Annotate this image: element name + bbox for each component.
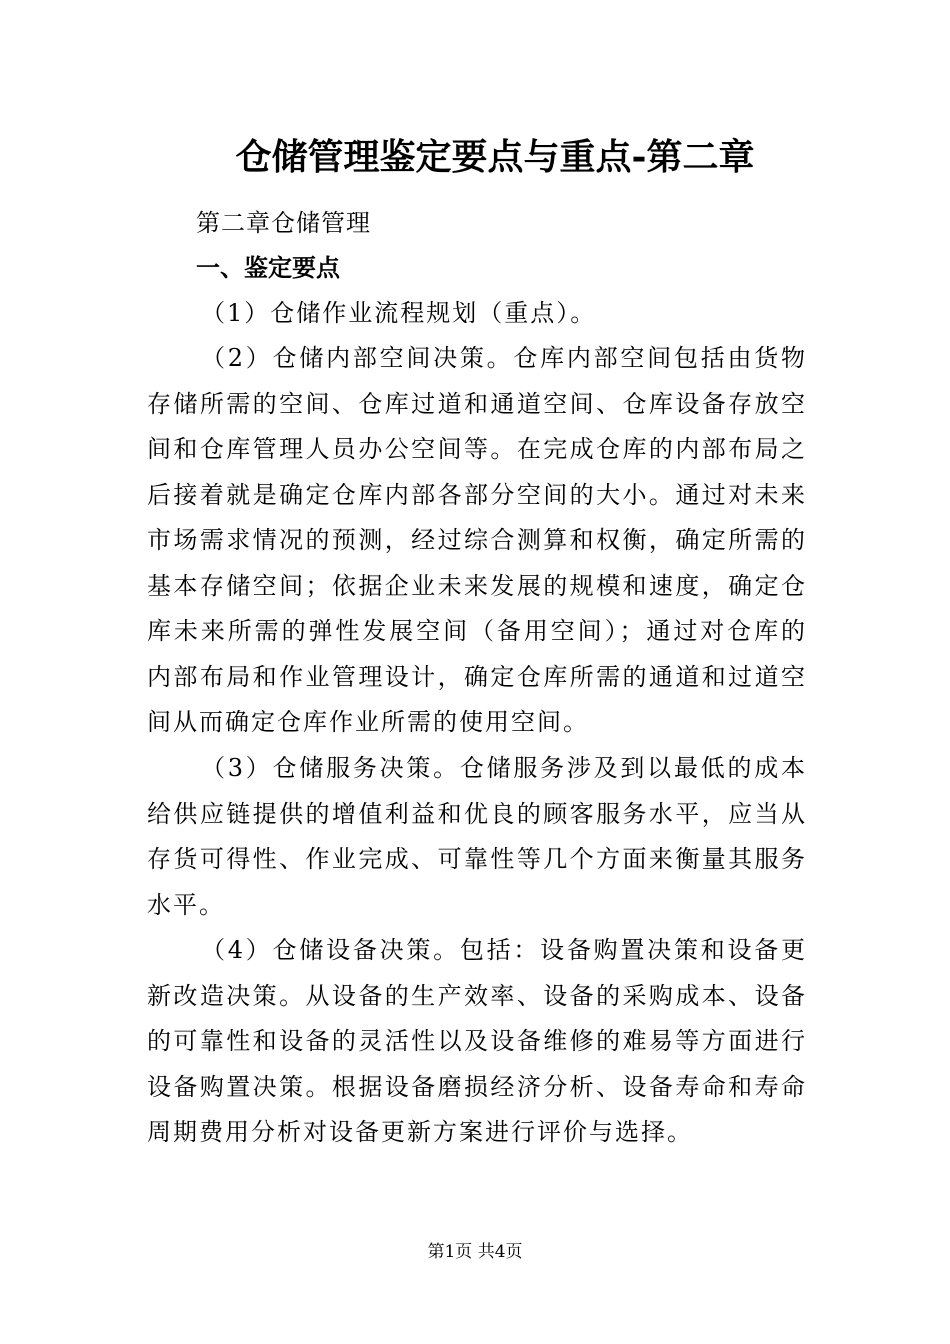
document-title: 仓储管理鉴定要点与重点-第二章 [235,136,755,178]
paragraph-block [147,291,807,337]
paragraph-block [147,746,807,928]
chapter-line: 第二章仓储管理 [196,209,371,237]
paragraph: （2）仓储内部空间决策。仓库内部空间包括由货物存储所需的空间、仓库过道和通道空间、仓库设备存放空间和仓库管理人员办公空间等。在完成仓库的内部布局之后接着就是确定仓库内部各部分空间的大小。通过对未来市场需求情况的预测，经过综合测算和权衡，确定所需的基本存储空间；依据企业未来发展的规模和速度，确定仓库未来所需的弹性发展空间（备用空间）；通过对仓库的内部布局和作业管理设计，确定仓库所需的通道和过道空间从而确定仓库作业所需的使用空间。 [147,344,807,736]
paragraph-block [147,928,807,1156]
paragraph: （4）仓储设备决策。包括：设备购置决策和设备更新改造决策。从设备的生产效率、设备的采购成本、设备的可靠性和设备的灵活性以及设备维修的难易等方面进行设备购置决策。根据设备磨损经济分析、设备寿命和寿命周期费用分析对设备更新方案进行评价与选择。 [147,936,807,1146]
section-heading: 一、鉴定要点 [196,253,340,282]
paragraph: （3）仓储服务决策。仓储服务涉及到以最低的成本给供应链提供的增值利益和优良的顾客服务水平，应当从存货可得性、作业完成、可靠性等几个方面来衡量其服务水平。 [147,754,807,919]
paragraph: （1）仓储作业流程规划（重点）。 [201,299,597,327]
page-number-footer: 第1页 共4页 [427,1242,523,1262]
paragraph-block [147,336,807,746]
